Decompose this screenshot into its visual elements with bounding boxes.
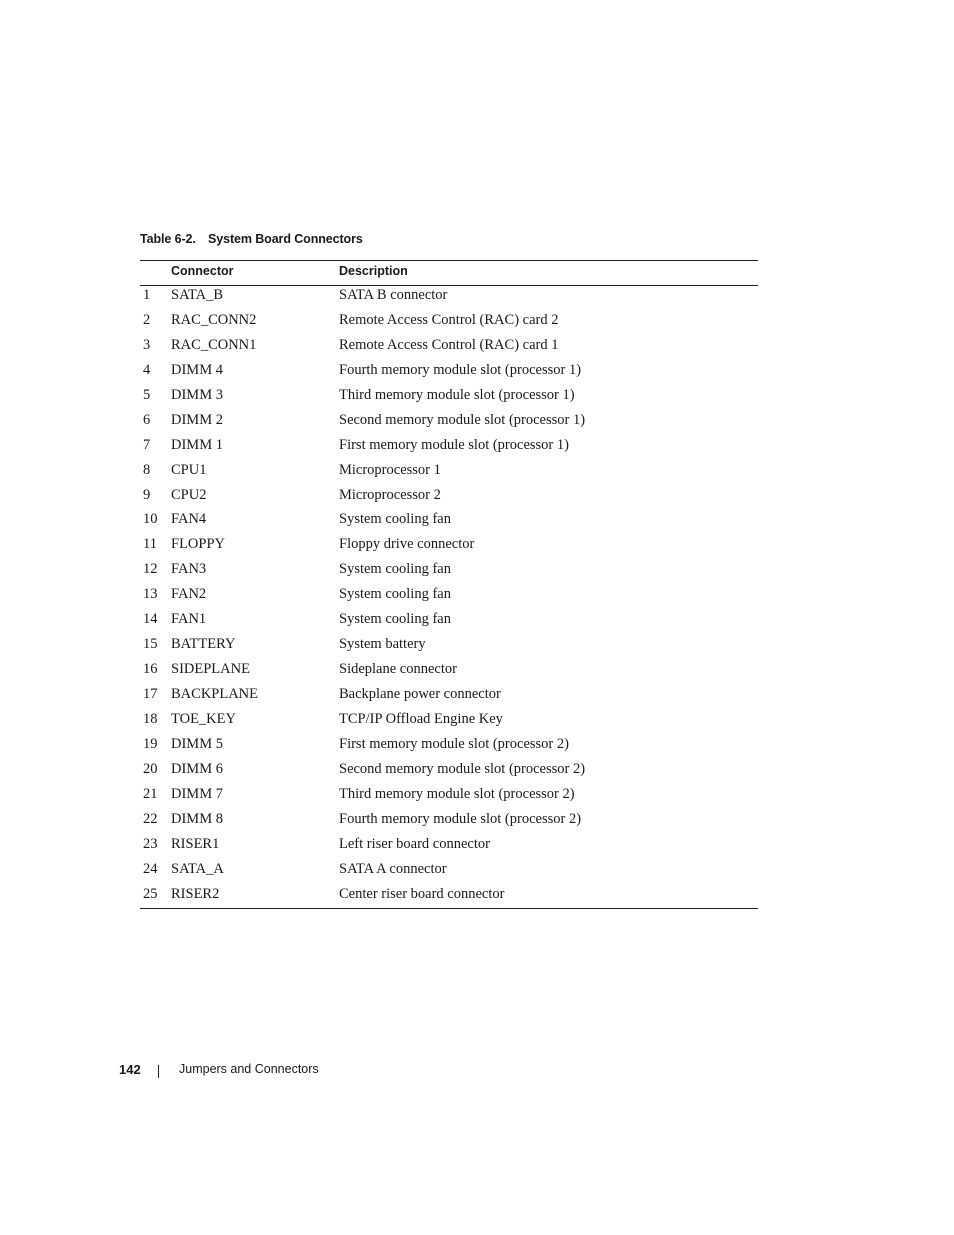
row-number: 1	[143, 287, 151, 303]
row-connector: SATA_A	[171, 860, 224, 877]
row-number: 20	[143, 760, 158, 777]
row-description: Backplane power connector	[339, 686, 501, 702]
row-number: 13	[143, 586, 158, 603]
table-row	[140, 336, 758, 361]
row-description: Sideplane connector	[339, 661, 457, 678]
row-description: Left riser board connector	[339, 835, 490, 852]
table-row	[140, 311, 758, 336]
row-number: 11	[143, 536, 157, 553]
row-connector: FAN1	[171, 611, 207, 628]
row-number: 21	[143, 785, 158, 802]
table-row	[140, 835, 758, 860]
row-connector: DIMM 7	[171, 785, 223, 802]
row-description: SATA B connector	[339, 287, 448, 303]
row-number: 12	[143, 561, 158, 578]
page-number: 142	[119, 1062, 141, 1077]
row-number: 16	[143, 661, 158, 678]
table-row	[140, 386, 758, 411]
row-connector: SIDEPLANE	[171, 661, 250, 678]
row-description: System cooling fan	[339, 611, 451, 628]
row-description: First memory module slot (processor 1)	[339, 436, 569, 453]
table-body	[140, 286, 758, 908]
row-connector: DIMM 2	[171, 411, 223, 428]
table-row	[140, 810, 758, 835]
row-connector: CPU2	[171, 486, 207, 503]
table-row	[140, 760, 758, 785]
table-row	[140, 635, 758, 660]
row-number: 22	[143, 810, 158, 827]
row-number: 25	[143, 885, 158, 902]
row-connector: FAN4	[171, 511, 207, 528]
row-description: TCP/IP Offload Engine Key	[339, 710, 503, 727]
row-description: System battery	[339, 636, 426, 653]
row-description: Third memory module slot (processor 1)	[339, 386, 575, 403]
row-description: Remote Access Control (RAC) card 1	[339, 336, 559, 353]
row-connector: DIMM 6	[171, 760, 223, 777]
header-description: Description	[339, 264, 408, 278]
row-number: 9	[143, 486, 151, 503]
row-connector: TOE_KEY	[171, 710, 236, 727]
table-row	[140, 585, 758, 610]
table-row	[140, 710, 758, 735]
row-connector: FLOPPY	[171, 536, 225, 553]
row-description: Center riser board connector	[339, 885, 505, 902]
row-number: 24	[143, 860, 158, 877]
row-connector: BACKPLANE	[171, 686, 259, 702]
row-connector: RAC_CONN2	[171, 311, 257, 328]
row-description: Floppy drive connector	[339, 536, 475, 553]
row-number: 19	[143, 735, 158, 752]
row-connector: FAN3	[171, 561, 207, 578]
row-connector: RISER1	[171, 835, 220, 852]
row-number: 17	[143, 686, 158, 702]
row-number: 14	[143, 611, 158, 628]
table-row	[140, 685, 758, 710]
table-row	[140, 361, 758, 386]
row-connector: DIMM 3	[171, 386, 223, 403]
row-connector: RISER2	[171, 885, 220, 902]
row-description: Fourth memory module slot (processor 1)	[339, 361, 582, 378]
table-row	[140, 411, 758, 436]
row-description: SATA A connector	[339, 860, 447, 877]
row-connector: RAC_CONN1	[171, 336, 257, 353]
table-row	[140, 436, 758, 461]
row-description: System cooling fan	[339, 586, 451, 603]
header-connector: Connector	[171, 264, 234, 278]
row-connector: DIMM 4	[171, 361, 223, 378]
table-row	[140, 860, 758, 885]
row-description: System cooling fan	[339, 561, 451, 578]
row-number: 18	[143, 710, 158, 727]
row-description: First memory module slot (processor 2)	[339, 735, 569, 752]
row-description: Microprocessor 2	[339, 486, 441, 503]
row-number: 5	[143, 386, 151, 403]
row-description: Remote Access Control (RAC) card 2	[339, 311, 559, 328]
connectors-table	[140, 260, 758, 909]
table-row	[140, 610, 758, 635]
table-row	[140, 560, 758, 585]
row-number: 6	[143, 411, 151, 428]
row-connector: SATA_B	[171, 287, 224, 303]
row-description: Second memory module slot (processor 1)	[339, 411, 586, 428]
row-number: 4	[143, 361, 151, 378]
row-number: 3	[143, 336, 151, 353]
table-row	[140, 486, 758, 511]
table-header-row	[140, 261, 758, 286]
table-caption-label: Table 6-2.	[140, 232, 196, 246]
table-row	[140, 885, 758, 908]
table-row	[140, 785, 758, 810]
row-description: System cooling fan	[339, 511, 451, 528]
table-row	[140, 461, 758, 486]
table-caption	[140, 232, 363, 246]
row-number: 2	[143, 311, 151, 328]
row-connector: DIMM 5	[171, 735, 223, 752]
footer-section-title: Jumpers and Connectors	[179, 1062, 319, 1076]
table-row	[140, 660, 758, 685]
row-connector: BATTERY	[171, 636, 236, 653]
row-description: Second memory module slot (processor 2)	[339, 760, 586, 777]
table-caption-title: System Board Connectors	[208, 232, 363, 246]
row-number: 23	[143, 835, 158, 852]
row-number: 15	[143, 636, 158, 653]
footer-separator	[158, 1065, 159, 1078]
row-number: 8	[143, 461, 151, 478]
row-connector: FAN2	[171, 586, 207, 603]
row-connector: DIMM 1	[171, 436, 223, 453]
row-number: 7	[143, 436, 151, 453]
row-connector: CPU1	[171, 461, 207, 478]
table-row	[140, 510, 758, 535]
table-row	[140, 286, 758, 311]
row-number: 10	[143, 511, 158, 528]
row-description: Fourth memory module slot (processor 2)	[339, 810, 582, 827]
table-row	[140, 735, 758, 760]
row-description: Third memory module slot (processor 2)	[339, 785, 575, 802]
row-connector: DIMM 8	[171, 810, 223, 827]
table-row	[140, 535, 758, 560]
row-description: Microprocessor 1	[339, 461, 441, 478]
